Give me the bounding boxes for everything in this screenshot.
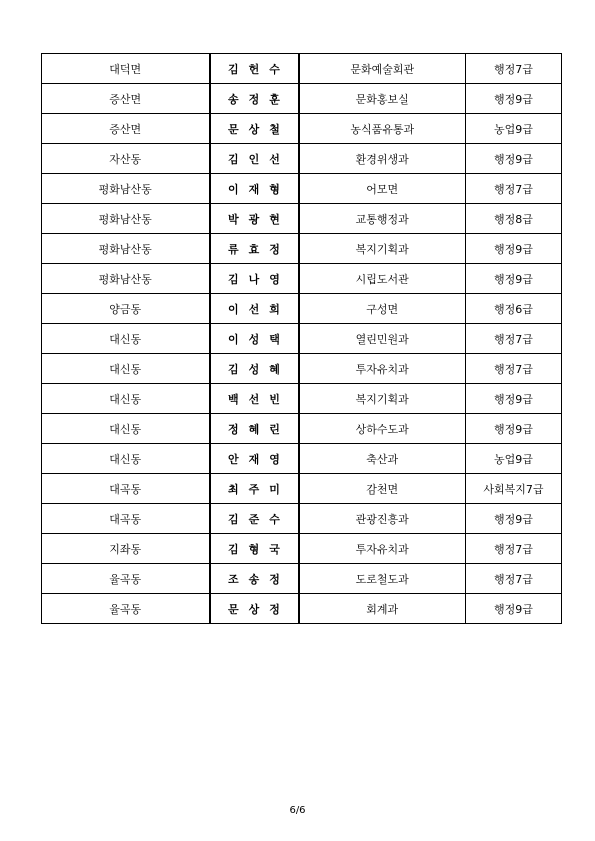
employee-name-cell: 이성택 — [210, 324, 299, 354]
grade-cell: 행정9급 — [466, 384, 562, 414]
new-post-cell: 어모면 — [299, 174, 466, 204]
employee-name-cell: 김성혜 — [210, 354, 299, 384]
table-row — [42, 234, 562, 264]
new-post-cell: 투자유치과 — [299, 354, 466, 384]
table-row — [42, 564, 562, 594]
table-row — [42, 114, 562, 144]
employee-name-cell: 정혜린 — [210, 414, 299, 444]
employee-name-cell: 문상철 — [210, 114, 299, 144]
employee-name-cell: 김나영 — [210, 264, 299, 294]
new-post-cell: 열린민원과 — [299, 324, 466, 354]
new-post-cell: 감천면 — [299, 474, 466, 504]
current-post-cell: 율곡동 — [42, 594, 210, 624]
employee-name-cell: 송정훈 — [210, 84, 299, 114]
grade-cell: 사회복지7급 — [466, 474, 562, 504]
employee-name-cell: 안재영 — [210, 444, 299, 474]
employee-name-cell: 박광현 — [210, 204, 299, 234]
new-post-cell: 축산과 — [299, 444, 466, 474]
grade-cell: 농업9급 — [466, 114, 562, 144]
new-post-cell: 문화예술회관 — [299, 54, 466, 84]
grade-cell: 행정9급 — [466, 594, 562, 624]
grade-cell: 행정9급 — [466, 414, 562, 444]
current-post-cell: 대신동 — [42, 324, 210, 354]
table-row — [42, 174, 562, 204]
new-post-cell: 복지기획과 — [299, 384, 466, 414]
current-post-cell: 지좌동 — [42, 534, 210, 564]
grade-cell: 행정9급 — [466, 234, 562, 264]
employee-name-cell: 김인선 — [210, 144, 299, 174]
table-row — [42, 444, 562, 474]
table-row — [42, 204, 562, 234]
current-post-cell: 대신동 — [42, 354, 210, 384]
table-row — [42, 144, 562, 174]
current-post-cell: 평화남산동 — [42, 264, 210, 294]
grade-cell: 행정9급 — [466, 84, 562, 114]
current-post-cell: 대덕면 — [42, 54, 210, 84]
current-post-cell: 대곡동 — [42, 504, 210, 534]
new-post-cell: 농식품유통과 — [299, 114, 466, 144]
table-row — [42, 54, 562, 84]
employee-name-cell: 이재형 — [210, 174, 299, 204]
employee-name-cell: 김헌수 — [210, 54, 299, 84]
current-post-cell: 자산동 — [42, 144, 210, 174]
grade-cell: 행정9급 — [466, 144, 562, 174]
table-row — [42, 84, 562, 114]
grade-cell: 행정7급 — [466, 324, 562, 354]
grade-cell: 행정8급 — [466, 204, 562, 234]
table-row — [42, 264, 562, 294]
new-post-cell: 회계과 — [299, 594, 466, 624]
table-row — [42, 414, 562, 444]
grade-cell: 행정7급 — [466, 174, 562, 204]
current-post-cell: 대곡동 — [42, 474, 210, 504]
current-post-cell: 대신동 — [42, 444, 210, 474]
current-post-cell: 양금동 — [42, 294, 210, 324]
personnel-table — [41, 53, 562, 624]
grade-cell: 행정7급 — [466, 534, 562, 564]
table-row — [42, 324, 562, 354]
new-post-cell: 상하수도과 — [299, 414, 466, 444]
employee-name-cell: 최주미 — [210, 474, 299, 504]
page-number: 6/6 — [289, 805, 306, 816]
new-post-cell: 시립도서관 — [299, 264, 466, 294]
table-row — [42, 504, 562, 534]
employee-name-cell: 김준수 — [210, 504, 299, 534]
grade-cell: 행정7급 — [466, 54, 562, 84]
new-post-cell: 관광진흥과 — [299, 504, 466, 534]
grade-cell: 행정7급 — [466, 564, 562, 594]
current-post-cell: 평화남산동 — [42, 234, 210, 264]
table-row — [42, 354, 562, 384]
employee-name-cell: 김형국 — [210, 534, 299, 564]
new-post-cell: 문화홍보실 — [299, 84, 466, 114]
current-post-cell: 대신동 — [42, 414, 210, 444]
new-post-cell: 도로철도과 — [299, 564, 466, 594]
new-post-cell: 환경위생과 — [299, 144, 466, 174]
table-row — [42, 384, 562, 414]
table-row — [42, 294, 562, 324]
employee-name-cell: 문상정 — [210, 594, 299, 624]
employee-name-cell: 이선희 — [210, 294, 299, 324]
grade-cell: 행정9급 — [466, 504, 562, 534]
employee-name-cell: 백선빈 — [210, 384, 299, 414]
new-post-cell: 교통행정과 — [299, 204, 466, 234]
table-row — [42, 594, 562, 624]
current-post-cell: 대신동 — [42, 384, 210, 414]
employee-name-cell: 류효정 — [210, 234, 299, 264]
grade-cell: 행정6급 — [466, 294, 562, 324]
employee-name-cell: 조송정 — [210, 564, 299, 594]
current-post-cell: 증산면 — [42, 114, 210, 144]
current-post-cell: 평화남산동 — [42, 174, 210, 204]
grade-cell: 농업9급 — [466, 444, 562, 474]
table-row — [42, 474, 562, 504]
table-row — [42, 534, 562, 564]
grade-cell: 행정9급 — [466, 264, 562, 294]
new-post-cell: 복지기획과 — [299, 234, 466, 264]
new-post-cell: 투자유치과 — [299, 534, 466, 564]
current-post-cell: 평화남산동 — [42, 204, 210, 234]
personnel-table-body — [42, 54, 562, 624]
current-post-cell: 증산면 — [42, 84, 210, 114]
current-post-cell: 율곡동 — [42, 564, 210, 594]
grade-cell: 행정7급 — [466, 354, 562, 384]
new-post-cell: 구성면 — [299, 294, 466, 324]
